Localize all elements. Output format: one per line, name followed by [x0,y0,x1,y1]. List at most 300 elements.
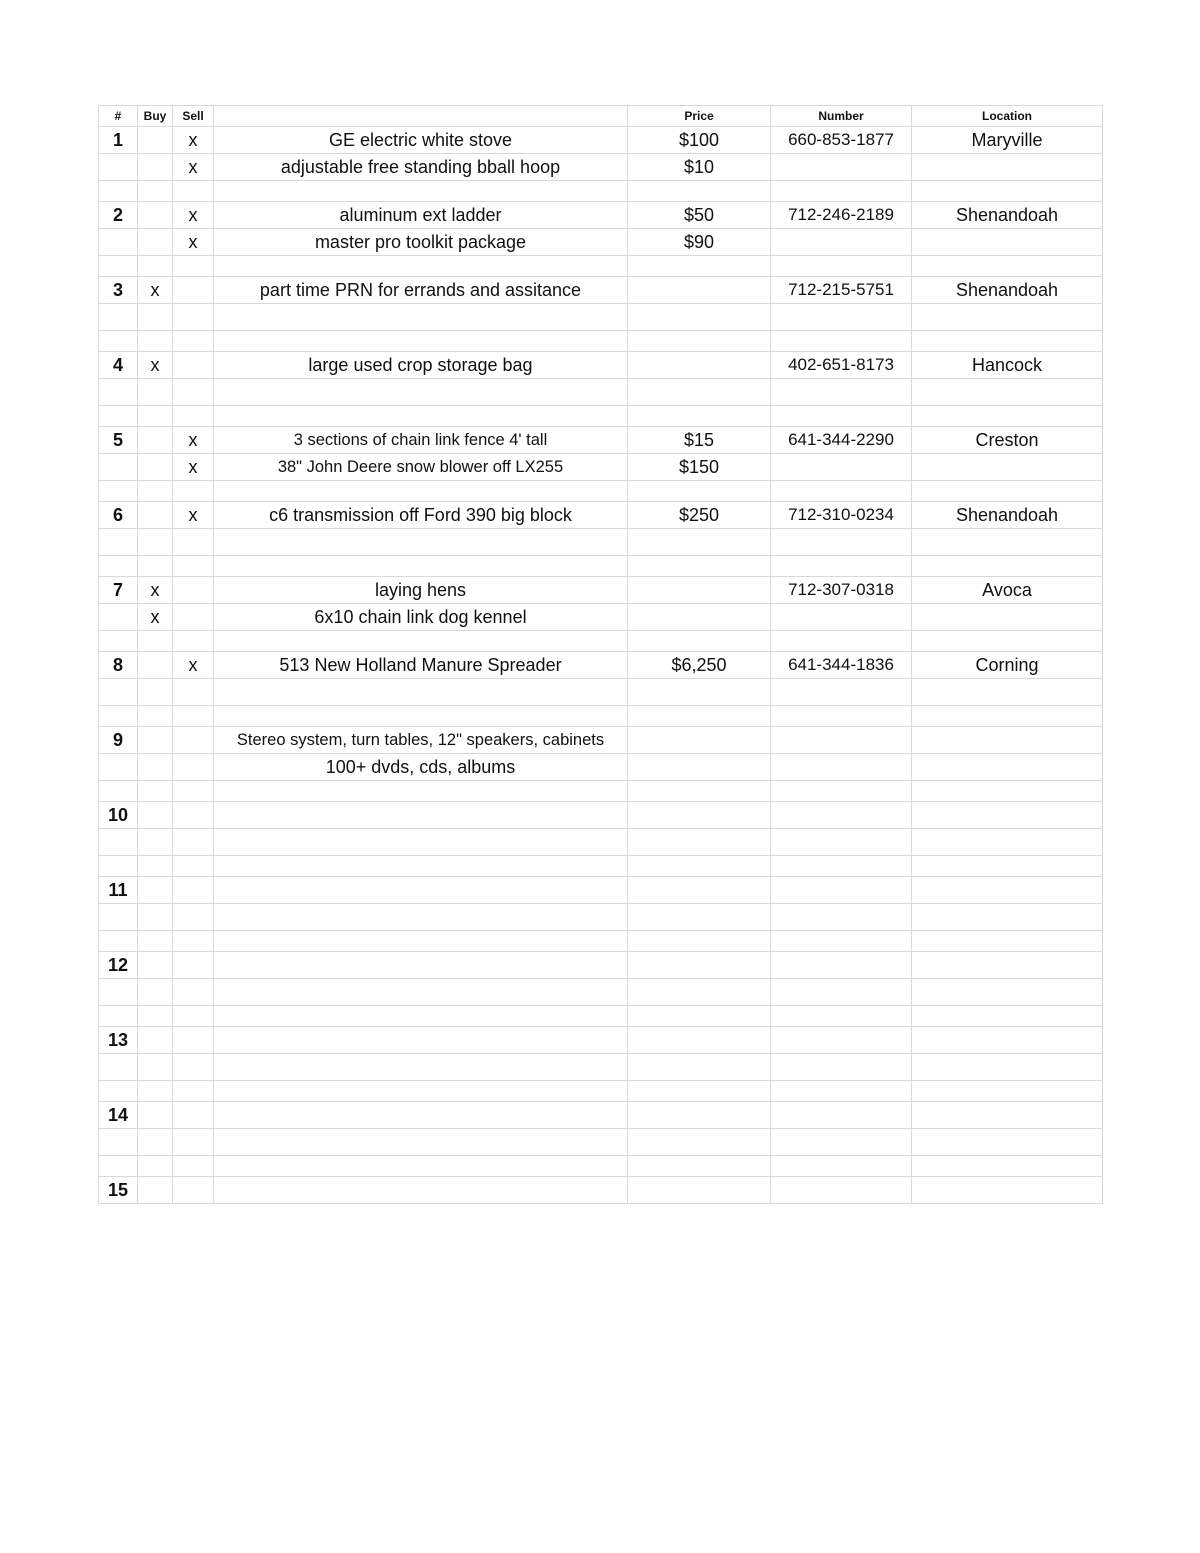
sell-mark-cell [173,1156,214,1177]
sell-mark-cell [173,556,214,577]
location-cell [912,481,1103,502]
table-body [99,127,1103,1204]
row-number-cell [99,304,138,331]
item-description-cell [214,529,628,556]
item-description-cell: 6x10 chain link dog kennel [214,604,628,631]
price-cell [628,529,771,556]
buy-mark-cell [138,1081,173,1102]
location-cell [912,754,1103,781]
item-description-cell [214,829,628,856]
sell-mark-cell: x [173,454,214,481]
price-cell [628,1006,771,1027]
item-description-cell: laying hens [214,577,628,604]
buy-mark-cell [138,406,173,427]
row-number-cell: 2 [99,202,138,229]
table-row [99,931,1103,952]
item-description-cell [214,952,628,979]
buy-mark-cell [138,154,173,181]
sell-mark-cell [173,952,214,979]
table-row [99,1054,1103,1081]
sell-mark-cell [173,481,214,502]
item-description-cell: Stereo system, turn tables, 12" speakers, cabinets [214,727,628,754]
table-row [99,331,1103,352]
table-row [99,1102,1103,1129]
phone-number-cell [771,604,912,631]
phone-number-cell [771,856,912,877]
phone-number-cell [771,1006,912,1027]
item-description-cell [214,1156,628,1177]
buy-mark-cell [138,706,173,727]
table-row [99,802,1103,829]
sell-mark-cell [173,277,214,304]
phone-number-cell [771,181,912,202]
buy-mark-cell [138,979,173,1006]
buy-mark-cell [138,679,173,706]
buy-mark-cell: x [138,604,173,631]
item-description-cell [214,1027,628,1054]
location-cell [912,1054,1103,1081]
row-number-cell: 4 [99,352,138,379]
buy-mark-cell [138,856,173,877]
buy-mark-cell [138,379,173,406]
location-cell [912,706,1103,727]
item-description-cell [214,331,628,352]
row-number-cell: 14 [99,1102,138,1129]
table-row [99,604,1103,631]
item-description-cell [214,631,628,652]
sell-mark-cell [173,829,214,856]
buy-mark-cell [138,727,173,754]
row-number-cell: 13 [99,1027,138,1054]
item-description-cell: 100+ dvds, cds, albums [214,754,628,781]
phone-number-cell [771,1129,912,1156]
phone-number-cell [771,529,912,556]
sell-mark-cell [173,754,214,781]
sell-mark-cell [173,1054,214,1081]
buy-mark-cell [138,1156,173,1177]
row-number-cell: 15 [99,1177,138,1204]
item-description-cell [214,304,628,331]
row-number-cell: 8 [99,652,138,679]
phone-number-cell [771,406,912,427]
table-row [99,1081,1103,1102]
location-cell [912,556,1103,577]
location-cell [912,331,1103,352]
phone-number-cell [771,481,912,502]
buy-mark-cell [138,1129,173,1156]
phone-number-cell: 712-310-0234 [771,502,912,529]
location-cell [912,1027,1103,1054]
item-description-cell: GE electric white stove [214,127,628,154]
column-header-item [214,106,628,127]
price-cell: $90 [628,229,771,256]
buy-mark-cell [138,1006,173,1027]
sell-mark-cell [173,1081,214,1102]
row-number-cell [99,1081,138,1102]
sell-mark-cell [173,1027,214,1054]
buy-mark-cell [138,877,173,904]
row-number-cell [99,406,138,427]
buy-mark-cell [138,454,173,481]
row-number-cell [99,181,138,202]
column-header-location: Location [912,106,1103,127]
row-number-cell [99,481,138,502]
item-description-cell [214,979,628,1006]
table-row [99,904,1103,931]
table-row [99,379,1103,406]
price-cell [628,706,771,727]
table-row [99,727,1103,754]
table-row [99,877,1103,904]
item-description-cell: aluminum ext ladder [214,202,628,229]
location-cell [912,856,1103,877]
phone-number-cell [771,1081,912,1102]
location-cell [912,829,1103,856]
buy-mark-cell [138,256,173,277]
location-cell [912,877,1103,904]
price-cell [628,754,771,781]
price-cell [628,331,771,352]
table-row [99,1177,1103,1204]
sell-mark-cell [173,727,214,754]
item-description-cell: adjustable free standing bball hoop [214,154,628,181]
table-row [99,652,1103,679]
sell-mark-cell: x [173,127,214,154]
sell-mark-cell [173,802,214,829]
buy-mark-cell [138,652,173,679]
table-row [99,706,1103,727]
location-cell [912,181,1103,202]
table-row [99,1129,1103,1156]
buy-mark-cell [138,1027,173,1054]
sell-mark-cell: x [173,652,214,679]
buy-mark-cell [138,127,173,154]
sell-mark-cell [173,781,214,802]
location-cell [912,679,1103,706]
sell-mark-cell: x [173,229,214,256]
row-number-cell: 10 [99,802,138,829]
row-number-cell [99,1129,138,1156]
sell-mark-cell [173,331,214,352]
item-description-cell: master pro toolkit package [214,229,628,256]
price-cell [628,304,771,331]
phone-number-cell [771,877,912,904]
price-cell [628,1156,771,1177]
row-number-cell [99,229,138,256]
price-cell [628,406,771,427]
phone-number-cell [771,1156,912,1177]
price-cell [628,952,771,979]
row-number-cell: 3 [99,277,138,304]
phone-number-cell [771,631,912,652]
price-cell [628,352,771,379]
location-cell: Creston [912,427,1103,454]
row-number-cell: 9 [99,727,138,754]
sell-mark-cell [173,181,214,202]
sell-mark-cell [173,406,214,427]
item-description-cell: c6 transmission off Ford 390 big block [214,502,628,529]
row-number-cell: 5 [99,427,138,454]
phone-number-cell [771,229,912,256]
sell-mark-cell: x [173,502,214,529]
phone-number-cell [771,706,912,727]
phone-number-cell [771,1177,912,1204]
item-description-cell [214,256,628,277]
item-description-cell: part time PRN for errands and assitance [214,277,628,304]
phone-number-cell [771,556,912,577]
location-cell [912,1177,1103,1204]
buy-mark-cell [138,229,173,256]
item-description-cell: 513 New Holland Manure Spreader [214,652,628,679]
sell-mark-cell [173,304,214,331]
row-number-cell [99,754,138,781]
price-cell: $100 [628,127,771,154]
price-cell [628,256,771,277]
sell-mark-cell [173,604,214,631]
row-number-cell [99,1054,138,1081]
table-row [99,631,1103,652]
item-description-cell: 38" John Deere snow blower off LX255 [214,454,628,481]
location-cell: Shenandoah [912,502,1103,529]
buy-mark-cell [138,1102,173,1129]
table-row [99,181,1103,202]
location-cell [912,952,1103,979]
location-cell [912,802,1103,829]
row-number-cell [99,679,138,706]
sell-mark-cell [173,1129,214,1156]
buy-mark-cell [138,931,173,952]
price-cell: $250 [628,502,771,529]
item-description-cell [214,706,628,727]
location-cell [912,1102,1103,1129]
sell-mark-cell [173,1006,214,1027]
phone-number-cell: 641-344-2290 [771,427,912,454]
row-number-cell: 12 [99,952,138,979]
row-number-cell [99,529,138,556]
phone-number-cell [771,1027,912,1054]
row-number-cell [99,604,138,631]
item-description-cell: 3 sections of chain link fence 4' tall [214,427,628,454]
table-row [99,979,1103,1006]
price-cell [628,556,771,577]
location-cell [912,1081,1103,1102]
location-cell [912,154,1103,181]
location-cell [912,1156,1103,1177]
item-description-cell: large used crop storage bag [214,352,628,379]
location-cell [912,454,1103,481]
sell-mark-cell: x [173,427,214,454]
price-cell [628,379,771,406]
phone-number-cell [771,904,912,931]
sell-mark-cell [173,679,214,706]
buy-mark-cell [138,502,173,529]
phone-number-cell: 402-651-8173 [771,352,912,379]
row-number-cell: 1 [99,127,138,154]
sell-mark-cell [173,856,214,877]
item-description-cell [214,1054,628,1081]
table-row [99,481,1103,502]
sell-mark-cell [173,1177,214,1204]
row-number-cell: 6 [99,502,138,529]
buy-mark-cell [138,529,173,556]
row-number-cell [99,1156,138,1177]
phone-number-cell [771,952,912,979]
phone-number-cell: 660-853-1877 [771,127,912,154]
column-header-sell: Sell [173,106,214,127]
sell-mark-cell [173,1102,214,1129]
buy-mark-cell [138,556,173,577]
row-number-cell [99,856,138,877]
table-row [99,1156,1103,1177]
table-row [99,127,1103,154]
buy-mark-cell: x [138,277,173,304]
row-number-cell [99,931,138,952]
row-number-cell [99,1006,138,1027]
phone-number-cell [771,1054,912,1081]
table-row [99,229,1103,256]
price-cell [628,904,771,931]
phone-number-cell [771,781,912,802]
price-cell [628,679,771,706]
phone-number-cell [771,379,912,406]
sell-mark-cell [173,529,214,556]
item-description-cell [214,781,628,802]
table-row [99,427,1103,454]
table-row [99,406,1103,427]
item-description-cell [214,379,628,406]
sell-mark-cell [173,979,214,1006]
sell-mark-cell [173,931,214,952]
buy-mark-cell [138,1177,173,1204]
buy-mark-cell [138,781,173,802]
price-cell [628,1054,771,1081]
location-cell: Shenandoah [912,277,1103,304]
table-row [99,1027,1103,1054]
phone-number-cell [771,304,912,331]
phone-number-cell [771,1102,912,1129]
location-cell [912,1006,1103,1027]
buy-mark-cell: x [138,577,173,604]
price-cell: $10 [628,154,771,181]
buy-mark-cell [138,481,173,502]
sell-mark-cell [173,904,214,931]
sell-mark-cell [173,352,214,379]
phone-number-cell [771,931,912,952]
sell-mark-cell: x [173,154,214,181]
location-cell [912,781,1103,802]
sell-mark-cell [173,877,214,904]
row-number-cell [99,331,138,352]
row-number-cell [99,631,138,652]
table-row [99,154,1103,181]
location-cell: Avoca [912,577,1103,604]
price-cell [628,856,771,877]
item-description-cell [214,406,628,427]
price-cell [628,802,771,829]
location-cell [912,727,1103,754]
location-cell: Hancock [912,352,1103,379]
buy-mark-cell [138,427,173,454]
location-cell [912,631,1103,652]
price-cell [628,1129,771,1156]
phone-number-cell [771,754,912,781]
price-cell [628,481,771,502]
price-cell [628,877,771,904]
price-cell [628,604,771,631]
item-description-cell [214,856,628,877]
phone-number-cell [771,802,912,829]
phone-number-cell: 712-215-5751 [771,277,912,304]
sell-mark-cell: x [173,202,214,229]
item-description-cell [214,181,628,202]
column-header-price: Price [628,106,771,127]
item-description-cell [214,1081,628,1102]
column-header-phone-number: Number [771,106,912,127]
price-cell: $150 [628,454,771,481]
buy-mark-cell [138,181,173,202]
header-row [99,106,1103,127]
price-cell [628,631,771,652]
buy-mark-cell [138,952,173,979]
phone-number-cell [771,154,912,181]
table-row [99,304,1103,331]
buy-mark-cell [138,1054,173,1081]
location-cell [912,1129,1103,1156]
buy-mark-cell [138,904,173,931]
table-row [99,1006,1103,1027]
table-row [99,352,1103,379]
table-row [99,256,1103,277]
phone-number-cell [771,454,912,481]
sell-mark-cell [173,631,214,652]
table-row [99,829,1103,856]
phone-number-cell: 712-246-2189 [771,202,912,229]
price-cell [628,181,771,202]
row-number-cell [99,781,138,802]
phone-number-cell: 641-344-1836 [771,652,912,679]
phone-number-cell [771,979,912,1006]
row-number-cell [99,904,138,931]
location-cell [912,529,1103,556]
phone-number-cell [771,829,912,856]
phone-number-cell [771,679,912,706]
table-row [99,556,1103,577]
item-description-cell [214,1102,628,1129]
buy-mark-cell [138,754,173,781]
table-row [99,781,1103,802]
item-description-cell [214,556,628,577]
column-header-number: # [99,106,138,127]
item-description-cell [214,1177,628,1204]
item-description-cell [214,877,628,904]
table-row [99,754,1103,781]
buy-mark-cell [138,331,173,352]
price-cell: $15 [628,427,771,454]
row-number-cell: 11 [99,877,138,904]
location-cell [912,931,1103,952]
table-row [99,952,1103,979]
price-cell: $50 [628,202,771,229]
phone-number-cell [771,331,912,352]
location-cell: Shenandoah [912,202,1103,229]
price-cell [628,1102,771,1129]
item-description-cell [214,1129,628,1156]
item-description-cell [214,904,628,931]
price-cell: $6,250 [628,652,771,679]
item-description-cell [214,1006,628,1027]
location-cell [912,406,1103,427]
price-cell [628,829,771,856]
